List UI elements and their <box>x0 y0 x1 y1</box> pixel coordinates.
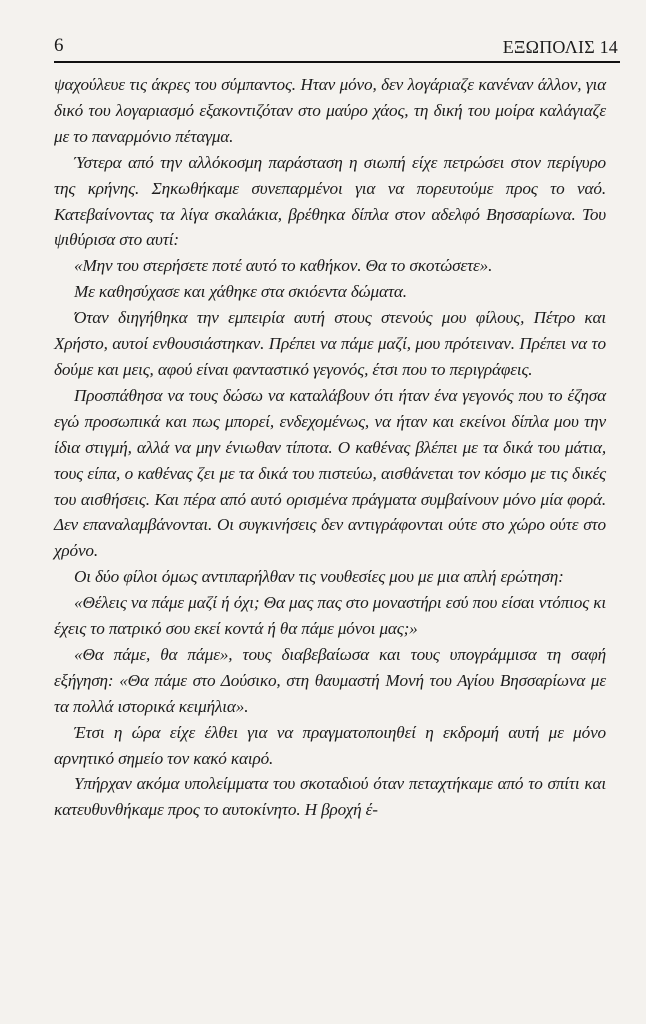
header-rule <box>54 61 620 63</box>
paragraph: Με καθησύχασε και χάθηκε στα σκιόεντα δώματα. <box>74 282 407 302</box>
page-number: 6 <box>54 35 64 56</box>
paragraph: Οι δύο φίλοι όμως αντιπαρήλθαν τις νουθεσίες μου με μια απλή ερώτηση: <box>74 567 564 587</box>
paragraph: Ύστερα από την αλλόκοσμη παράσταση η σιωπή είχε πετρώσει στον περίγυρο της κρήνης. Σηκωθήκαμε συνεπαρμένοι για να πορευτούμε προς το ναό. Κατεβαίνοντας τα λίγα σκαλάκια, βρέθηκα δίπλα στον αδελφό Βησσαρίωνα. Του ψιθύρισα στο αυτί: <box>54 152 606 250</box>
running-title: ΕΞΩΠΟΛΙΣ 14 <box>502 37 618 57</box>
paragraph: «Μην του στερήσετε ποτέ αυτό το καθήκον. Θα το σκοτώσετε». <box>74 256 493 276</box>
paragraph: Όταν διηγήθηκα την εμπειρία αυτή στους στενούς μου φίλους, Πέτρο και Χρήστο, αυτοί ενθουσιάστηκαν. Πρέπει να πάμε μαζί, μου πρότειναν. Πρέπει να το δούμε και μεις, αφού είναι φανταστικό γεγονός, έτσι που το περιγράφεις. <box>54 308 606 379</box>
paragraph: Υπήρχαν ακόμα υπολείμματα του σκοταδιού όταν πεταχτήκαμε από το σπίτι και κατευθυνθήκαμε προς το αυτοκίνητο. Η βροχή έ- <box>54 774 606 820</box>
paragraph: Έτσι η ώρα είχε έλθει για να πραγματοποιηθεί η εκδρομή αυτή με μόνο αρνητικό σημείο τον κακό καιρό. <box>54 722 606 768</box>
page-header <box>54 34 620 60</box>
paragraph: «Θέλεις να πάμε μαζί ή όχι; Θα μας πας στο μοναστήρι εσύ που είσαι ντόπιος κι έχεις το πατρικό σου εκεί κοντά ή θα πάμε μόνοι μας;» <box>54 593 606 639</box>
paragraph: «Θα πάμε, θα πάμε», τους διαβεβαίωσα και τους υπογράμμισα τη σαφή εξήγηση: «Θα πάμε στο Δούσικο, στη θαυμαστή Μονή του Αγίου Βησσαρίωνα με τα πολλά ιστορικά κειμήλια». <box>54 644 606 716</box>
body-text <box>54 72 606 823</box>
paragraph: Προσπάθησα να τους δώσω να καταλάβουν ότι ήταν ένα γεγονός που το έζησα εγώ προσωπικά και πως μπορεί, ενδεχομένως, να ήταν και εκείνοι δίπλα μου την ίδια στιγμή, αλλά να μην ένιωθαν τίποτα. Ο καθένας βλέπει με τα δικά του μάτια, τους είπα, ο καθένας ζει με τα δικά του πιστεύω, αισθάνεται τον κόσμο με τις δικές του αισθήσεις. Και πέρα από αυτό ορισμένα πράγματα συμβαίνουν μόνο μία φορά. Δεν επαναλαμβάνονται. Οι συγκινήσεις δεν αντιγράφονται ούτε στο χώρο ούτε στο χρόνο. <box>54 385 606 561</box>
paragraph: ψαχούλευε τις άκρες του σύμπαντος. Ηταν μόνο, δεν λογάριαζε κανέναν άλλον, για δικό του λογαριασμό εξακοντιζόταν στο μαύρο χάος, τη δική του μοίρα καλάγιαζε με το παναρμόνιο πέταγμα. <box>54 75 606 146</box>
